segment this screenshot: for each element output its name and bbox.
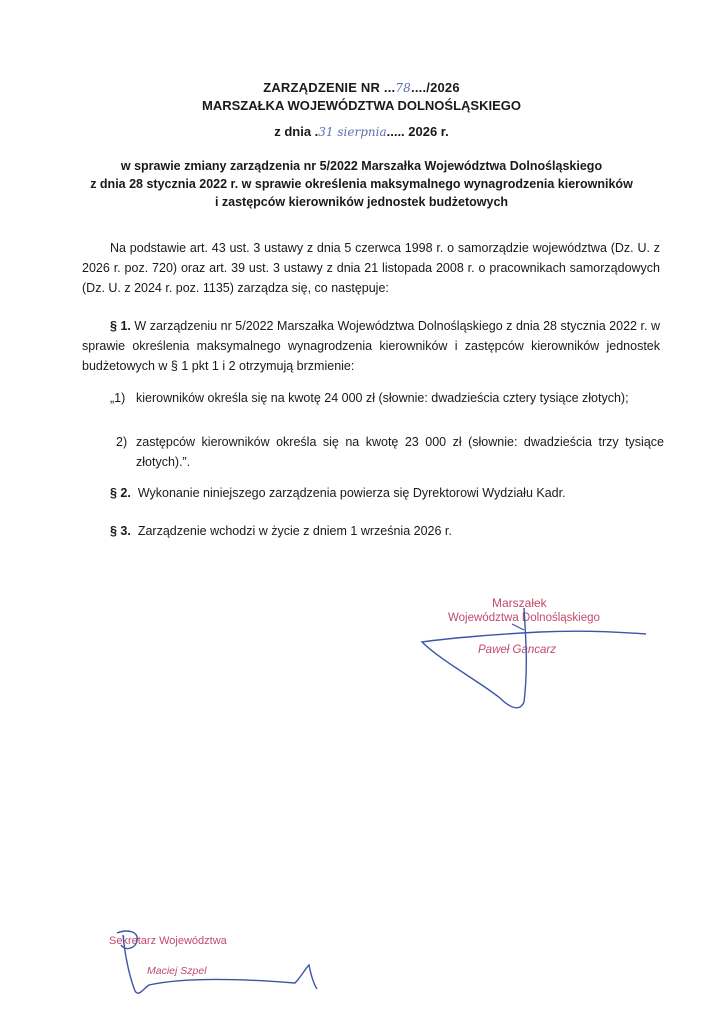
issuing-office: MARSZAŁKA WOJEWÓDZTWA DOLNOŚLĄSKIEGO	[202, 98, 521, 113]
handwritten-date: 31 sierpnia	[318, 125, 387, 139]
handwritten-number: 78	[395, 81, 412, 95]
section-3	[110, 524, 452, 538]
list-item-number: 2)	[116, 435, 128, 449]
list-item	[110, 388, 664, 408]
secretary-stamp-title: Sekretarz Województwa	[109, 935, 227, 947]
legal-basis-paragraph: Na podstawie art. 43 ust. 3 ustawy z dnia 5 czerwca 1998 r. o samorządzie województwa (Dz. U. z 2026 r. poz. 720) oraz art. 39 ust. 3 ustawy z dnia 21 listopada 2008 r. o pracownikach samorządowych (Dz. U. z 2024 r. poz. 1135) zarządza się, co następuje:	[82, 241, 660, 295]
section-1-text: W zarządzeniu nr 5/2022 Marszałka Województwa Dolnośląskiego z dnia 28 stycznia 2022 r. w sprawie określenia maksymalnego wynagrodzenia kierowników i zastępców kierowników jednostek budżetowych w § 1 pkt 1 i 2 otrzymują brzmienie:	[82, 319, 660, 373]
ordinance-title: ZARZĄDZENIE NR ...78..../2026	[263, 80, 460, 95]
section-1-label: § 1.	[110, 319, 131, 333]
list-item-text: zastępców kierowników określa się na kwotę 23 000 zł (słownie: dwadzieścia trzy tysiące złotych).”.	[136, 435, 664, 469]
section-2	[110, 486, 566, 500]
list-item-text: kierowników określa się na kwotę 24 000 zł (słownie: dwadzieścia cztery tysiące złotych);	[136, 391, 629, 405]
section-3-label: § 3.	[110, 524, 131, 538]
section-3-text: Zarządzenie wchodzi w życie z dniem 1 września 2026 r.	[137, 524, 452, 538]
secretary-signature-block	[95, 925, 335, 1005]
marshal-stamp-office: Województwa Dolnośląskiego	[448, 612, 600, 624]
list-item	[110, 432, 664, 472]
ordinance-subject: w sprawie zmiany zarządzenia nr 5/2022 Marszałka Województwa Dolnośląskiego z dnia 28 stycznia 2022 r. w sprawie określenia maksymalnego wynagrodzenia kierowników i zastępców kierowników jednostek budżetowych	[90, 159, 633, 209]
section-1	[82, 316, 660, 376]
marshal-stamp-title: Marszałek	[492, 596, 547, 610]
list-item-number: „1)	[110, 391, 126, 405]
secretary-handwritten-signature	[95, 925, 335, 1005]
ordinance-date: z dnia .31 sierpnia..... 2026 r.	[274, 124, 449, 139]
marshal-signature-block	[420, 590, 660, 720]
secretary-stamp-name: Maciej Szpel	[147, 965, 207, 977]
marshal-stamp-name: Paweł Gancarz	[478, 644, 556, 656]
marshal-handwritten-signature	[420, 590, 660, 720]
section-2-text: Wykonanie niniejszego zarządzenia powierza się Dyrektorowi Wydziału Kadr.	[137, 486, 566, 500]
section-2-label: § 2.	[110, 486, 131, 500]
